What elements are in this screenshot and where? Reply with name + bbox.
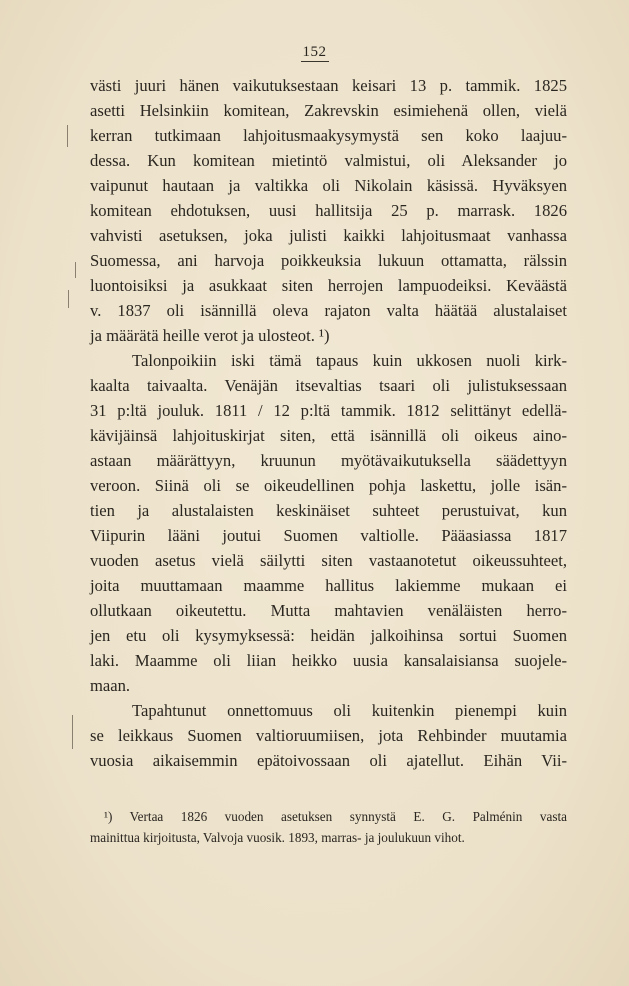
text-line: västi juuri hänen vaikutuksestaan keisari 13 p. tammik. 1825 bbox=[90, 76, 567, 95]
text-line: asetti Helsinkiin komitean, Zakrevskin esimiehenä ollen, vielä bbox=[90, 101, 567, 120]
margin-mark bbox=[68, 290, 69, 308]
text-line: komitean ehdotuksen, uusi hallitsija 25 p. marrask. 1826 bbox=[90, 201, 567, 220]
text-line: kaalta taivaalta. Venäjän itsevaltias tsaari oli julistuksessaan bbox=[90, 376, 567, 395]
text-line: vuosia aikaisemmin epätoivossaan oli ajatellut. Eihän Vii- bbox=[90, 751, 567, 770]
text-line: laki. Maamme oli liian heikko uusia kansalaisiansa suojele- bbox=[90, 651, 567, 670]
text-line: tien ja alustalaisten keskinäiset suhteet perustuivat, kun bbox=[90, 501, 567, 520]
margin-mark bbox=[72, 715, 73, 749]
text-line: jen etu oli kysymyksessä: heidän jalkoihinsa sortui Suomen bbox=[90, 626, 567, 645]
text-line: maan. bbox=[90, 676, 131, 695]
page-number: 152 bbox=[302, 44, 327, 60]
text-line: luontoisiksi ja asukkaat siten herrojen lampuodeiksi. Keväästä bbox=[90, 276, 567, 295]
footnote-line: mainittua kirjoitusta, Valvoja vuosik. 1893, marras- ja joulukuun vihot. bbox=[90, 830, 465, 845]
text-line: kerran tutkimaan lahjoitusmaakysymystä sen koko laajuu- bbox=[90, 126, 567, 145]
text-line: Viipurin lääni joutui Suomen valtiolle. Pääasiassa 1817 bbox=[90, 526, 567, 545]
text-line: Suomessa, ani harvoja poikkeuksia lukuun ottamatta, rälssin bbox=[90, 251, 567, 270]
text-line: Talonpoikiin iski tämä tapaus kuin ukkosen nuoli kirk- bbox=[132, 351, 567, 370]
text-line: astaan määrättyyn, kruunun myötävaikutuksella säädettyyn bbox=[90, 451, 567, 470]
footnote-line: ¹) Vertaa 1826 vuoden asetuksen synnystä E. G. Palménin vasta bbox=[104, 809, 567, 824]
text-line: veroon. Siinä oli se oikeudellinen pohja laskettu, jolle isän- bbox=[90, 476, 567, 495]
body-text bbox=[90, 73, 567, 773]
text-line: dessa. Kun komitean mietintö valmistui, oli Aleksander jo bbox=[90, 151, 567, 170]
footnote bbox=[90, 806, 567, 848]
text-line: 31 p:ltä jouluk. 1811 / 12 p:ltä tammik. 1812 selittänyt edellä- bbox=[90, 401, 567, 420]
margin-mark bbox=[67, 125, 68, 147]
text-line: ollutkaan oikeutettu. Mutta mahtavien venäläisten herro- bbox=[90, 601, 567, 620]
text-line: v. 1837 oli isännillä oleva rajaton valta häätää alustalaiset bbox=[90, 301, 567, 320]
text-line: se leikkaus Suomen valtioruumiisen, jota Rehbinder muutamia bbox=[90, 726, 567, 745]
text-line: Tapahtunut onnettomuus oli kuitenkin pienempi kuin bbox=[132, 701, 567, 720]
text-line: vahvisti asetuksen, joka julisti kaikki lahjoitusmaat vanhassa bbox=[90, 226, 567, 245]
text-line: vuoden asetus vielä säilytti siten vastaanotetut oikeussuhteet, bbox=[90, 551, 567, 570]
text-line: vaipunut hautaan ja valtikka oli Nikolain käsissä. Hyväksyen bbox=[90, 176, 567, 195]
margin-mark bbox=[75, 262, 76, 278]
text-line: kävijäinsä lahjoituskirjat siten, että isännillä oli oikeus aino- bbox=[90, 426, 567, 445]
text-line: joita muuttamaan maamme hallitus lakiemme mukaan ei bbox=[90, 576, 567, 595]
text-line: ja määrätä heille verot ja ulosteot. ¹) bbox=[90, 326, 330, 345]
